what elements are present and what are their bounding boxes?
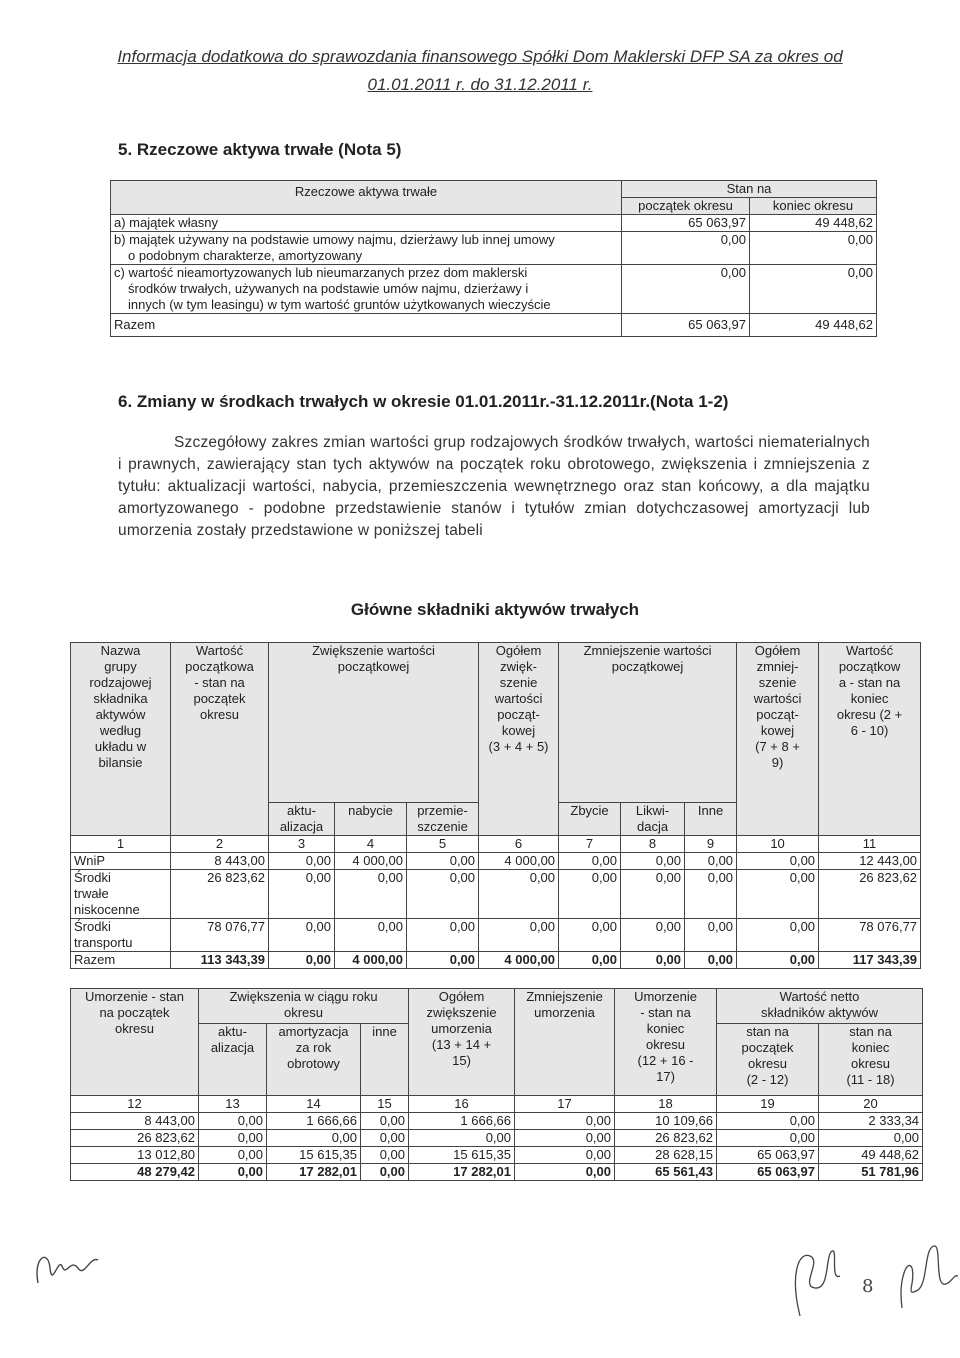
header-line: - stan na <box>194 675 245 690</box>
header-line: (12 + 16 - <box>637 1053 694 1068</box>
table-cell: 65 063,97 <box>717 1164 819 1181</box>
header-umorzenie-poczatek <box>71 989 199 1096</box>
header-line: początek <box>741 1040 794 1055</box>
table-cell: 0,00 <box>269 853 335 870</box>
value-end: 49 448,62 <box>750 215 877 232</box>
header-line: za rok <box>295 1040 332 1055</box>
table-cell: 0,00 <box>269 870 335 919</box>
column-number: 3 <box>269 836 335 853</box>
header-zmniejszenie <box>559 643 737 803</box>
table-cell: 17 282,01 <box>267 1164 361 1181</box>
header-line: umorzenia <box>534 1005 595 1020</box>
header-line: Umorzenie - stan <box>85 989 184 1004</box>
table-cell: 0,00 <box>685 952 737 969</box>
table-cell: 0,00 <box>559 870 621 919</box>
table-cell: 13 012,80 <box>71 1147 199 1164</box>
header-line: Umorzenie <box>634 989 697 1004</box>
header-line: koniec <box>850 691 889 706</box>
fixed-assets-col-header: Rzeczowe aktywa trwałe <box>111 181 622 215</box>
header-line: Wartość netto <box>779 989 860 1004</box>
table-cell: 0,00 <box>269 919 335 952</box>
table-cell: 1 666,66 <box>267 1113 361 1130</box>
table-cell: 0,00 <box>407 952 479 969</box>
table-cell: 4 000,00 <box>335 952 407 969</box>
header-line: okresu <box>851 1056 891 1071</box>
column-numbers-row <box>71 1096 923 1113</box>
row-label-cont: o podobnym charakterze, amortyzowany <box>128 248 363 263</box>
header-line: Ogółem <box>495 643 542 658</box>
column-number: 9 <box>685 836 737 853</box>
asset-group-name: Środki trwałe niskocenne <box>71 870 171 919</box>
handwritten-signature-2 <box>890 1238 960 1318</box>
table-cell: 0,00 <box>621 952 685 969</box>
column-number: 5 <box>407 836 479 853</box>
header-line: szenie <box>758 675 797 690</box>
header-line: począt- <box>756 707 799 722</box>
header-line: kowej <box>760 723 795 738</box>
table-cell: 0,00 <box>407 853 479 870</box>
header-line: początkowej <box>611 659 684 674</box>
table-cell: 12 443,00 <box>819 853 921 870</box>
header-umorzenie-koniec <box>615 989 717 1096</box>
header-line: koniec <box>851 1040 890 1055</box>
header-line: Zmniejszenie <box>526 989 603 1004</box>
table-cell: 8 443,00 <box>171 853 269 870</box>
header-zmniejszenie-umorzenia <box>515 989 615 1096</box>
header-wartosc-koncowa <box>819 643 921 836</box>
column-number: 8 <box>621 836 685 853</box>
table-cell: 0,00 <box>479 870 559 919</box>
table-cell: 65 063,97 <box>717 1147 819 1164</box>
table-row <box>71 1147 923 1164</box>
header-line: stan na <box>849 1024 892 1039</box>
header-inne: Inne <box>685 803 737 836</box>
header-ogolem-zwiekszenie <box>479 643 559 836</box>
table-cell: 0,00 <box>407 919 479 952</box>
table-cell: 26 823,62 <box>819 870 921 919</box>
header-nazwa <box>71 643 171 836</box>
table-cell: 0,00 <box>409 1130 515 1147</box>
header-line: grupy <box>104 659 137 674</box>
table-cell: 28 628,15 <box>615 1147 717 1164</box>
table-row <box>71 919 921 952</box>
row-label-cont: innych (w tym leasingu) w tym wartość gruntów użytkowanych wieczyście <box>128 297 551 312</box>
header-netto-poczatek <box>717 1024 819 1096</box>
header-line: 9) <box>771 755 784 770</box>
table-cell: 26 823,62 <box>615 1130 717 1147</box>
table-cell: 0,00 <box>199 1113 267 1130</box>
stan-na-header: Stan na <box>622 181 877 198</box>
column-number: 17 <box>515 1096 615 1113</box>
header-zwiekszenia <box>199 989 409 1024</box>
row-label: c) wartość nieamortyzowanych lub nieumarzanych przez dom maklerski <box>114 265 528 280</box>
table-cell: 0,00 <box>559 853 621 870</box>
table-cell: 0,00 <box>361 1113 409 1130</box>
table-cell: 4 000,00 <box>335 853 407 870</box>
value-end: 49 448,62 <box>750 314 877 337</box>
poczatek-okresu-header: początek okresu <box>622 198 750 215</box>
table-cell: 0,00 <box>361 1147 409 1164</box>
table-cell: 65 561,43 <box>615 1164 717 1181</box>
column-number: 4 <box>335 836 407 853</box>
column-number: 1 <box>71 836 171 853</box>
table-cell: 0,00 <box>199 1130 267 1147</box>
header-zbycie: Zbycie <box>559 803 621 836</box>
table-row <box>111 232 877 265</box>
header-line: początkow <box>838 659 901 674</box>
table-row <box>71 1130 923 1147</box>
column-numbers-row <box>71 836 921 853</box>
header-line: przemie- <box>417 803 468 818</box>
asset-group-name: Środki transportu <box>71 919 171 952</box>
row-label: Razem <box>111 314 622 337</box>
header-line: Zwiększenia w ciągu roku <box>229 989 378 1004</box>
column-number: 18 <box>615 1096 717 1113</box>
header-line: zwięk- <box>500 659 537 674</box>
header-netto-koniec <box>819 1024 923 1096</box>
table-cell: 117 343,39 <box>819 952 921 969</box>
header-line: (7 + 8 + <box>755 739 800 754</box>
depreciation-table <box>70 988 923 1181</box>
table-cell: 0,00 <box>717 1130 819 1147</box>
table-cell: 113 343,39 <box>171 952 269 969</box>
table-cell: 4 000,00 <box>479 952 559 969</box>
header-line: Zwiększenie wartości <box>312 643 435 658</box>
table-cell: 4 000,00 <box>479 853 559 870</box>
table-cell: 48 279,42 <box>71 1164 199 1181</box>
row-label: a) majątek własny <box>111 215 622 232</box>
value-start: 0,00 <box>622 265 750 314</box>
table-cell: 51 781,96 <box>819 1164 923 1181</box>
header-line: kowej <box>501 723 536 738</box>
document-header-line1: Informacja dodatkowa do sprawozdania finansowego Spółki Dom Maklerski DFP SA za okres od <box>117 47 843 66</box>
header-wartosc-netto <box>717 989 923 1024</box>
table-cell: 15 615,35 <box>267 1147 361 1164</box>
value-start: 0,00 <box>622 232 750 265</box>
table-cell: 0,00 <box>269 952 335 969</box>
table-cell: 26 823,62 <box>71 1130 199 1147</box>
header-line: począt- <box>497 707 540 722</box>
table-cell: 10 109,66 <box>615 1113 717 1130</box>
header-line: okresu <box>114 1021 155 1036</box>
row-label-cont: środków trwałych, używanych na podstawie umów najmu, dzierżawy i <box>128 281 529 296</box>
table-cell: 0,00 <box>361 1130 409 1147</box>
header-line: obrotowy <box>287 1056 340 1071</box>
handwritten-signature-1 <box>770 1236 850 1326</box>
row-label: b) majątek używany na podstawie umowy najmu, dzierżawy lub innej umowy <box>114 232 555 247</box>
header-line: stan na <box>746 1024 789 1039</box>
header-line: początek <box>193 691 246 706</box>
header-line: koniec <box>646 1021 685 1036</box>
table-cell: 0,00 <box>515 1147 615 1164</box>
header-line: aktu- <box>218 1024 247 1039</box>
header-line: zmniej- <box>756 659 799 674</box>
table-row <box>111 265 877 314</box>
table-cell: 0,00 <box>737 853 819 870</box>
header-ogolem-zwiekszenie-umorzenia <box>409 989 515 1096</box>
header-wartosc-poczatkowa <box>171 643 269 836</box>
header-aktualizacja <box>199 1024 267 1096</box>
asset-group-name: WniP <box>71 853 171 870</box>
header-inne: inne <box>361 1024 409 1096</box>
header-line: (11 - 18) <box>846 1072 895 1087</box>
column-number: 13 <box>199 1096 267 1113</box>
table-cell: 17 282,01 <box>409 1164 515 1181</box>
table-cell: 0,00 <box>335 919 407 952</box>
header-line: składników aktywów <box>761 1005 879 1020</box>
header-line: Ogółem <box>438 989 485 1004</box>
table-cell: 0,00 <box>199 1147 267 1164</box>
header-line: okresu <box>646 1037 686 1052</box>
header-line: okresu <box>748 1056 788 1071</box>
header-likwidacja <box>621 803 685 836</box>
column-number: 6 <box>479 836 559 853</box>
header-line: (2 - 12) <box>746 1072 789 1087</box>
header-line: a - stan na <box>838 675 901 690</box>
header-line: (3 + 4 + 5) <box>488 739 549 754</box>
header-line: szczenie <box>417 819 468 834</box>
header-line: dacja <box>636 819 669 834</box>
table-row-total <box>71 952 921 969</box>
header-line: okresu <box>199 707 240 722</box>
column-number: 20 <box>819 1096 923 1113</box>
column-number: 7 <box>559 836 621 853</box>
header-line: 15) <box>452 1053 471 1068</box>
initials-signature <box>28 1238 118 1298</box>
value-start: 65 063,97 <box>622 314 750 337</box>
header-line: Ogółem <box>754 643 801 658</box>
header-ogolem-zmniejszenie <box>737 643 819 836</box>
table-cell: 1 666,66 <box>409 1113 515 1130</box>
fixed-assets-table <box>110 180 877 337</box>
table-row <box>71 1113 923 1130</box>
table-title: Główne składniki aktywów trwałych <box>350 600 640 619</box>
header-line: według <box>99 723 142 738</box>
header-line: amortyzacja <box>278 1024 349 1039</box>
header-line: układu w <box>94 739 147 754</box>
table-cell: 0,00 <box>737 919 819 952</box>
header-line: składnika <box>93 691 148 706</box>
header-line: rodzajowej <box>89 675 152 690</box>
column-number: 19 <box>717 1096 819 1113</box>
table-row <box>111 215 877 232</box>
table-cell: 0,00 <box>621 853 685 870</box>
table-cell: 0,00 <box>737 952 819 969</box>
table-cell: 0,00 <box>559 919 621 952</box>
header-line: Likwi- <box>635 803 670 818</box>
table-cell: 26 823,62 <box>171 870 269 919</box>
header-line: (13 + 14 + <box>431 1037 492 1052</box>
header-line: - stan na <box>640 1005 691 1020</box>
table-cell: 0,00 <box>737 870 819 919</box>
header-nabycie: nabycie <box>335 803 407 836</box>
header-line: początkowej <box>337 659 410 674</box>
column-number: 16 <box>409 1096 515 1113</box>
header-line: 17) <box>656 1069 675 1084</box>
table-cell: 0,00 <box>515 1164 615 1181</box>
header-line: Nazwa <box>100 643 141 658</box>
table-row-total <box>111 314 877 337</box>
koniec-okresu-header: koniec okresu <box>750 198 877 215</box>
header-zwiekszenie <box>269 643 479 803</box>
table-cell: 0,00 <box>515 1130 615 1147</box>
table-cell: 0,00 <box>621 919 685 952</box>
header-line: początkowa <box>185 659 254 674</box>
table-cell: 78 076,77 <box>171 919 269 952</box>
header-line: bilansie <box>98 755 143 770</box>
page-number: 8 <box>862 1276 874 1297</box>
table-cell: 0,00 <box>515 1113 615 1130</box>
section5-title: 5. Rzeczowe aktywa trwałe (Nota 5) <box>118 140 402 159</box>
header-line: na początek <box>99 1005 170 1020</box>
column-number: 12 <box>71 1096 199 1113</box>
header-amortyzacja <box>267 1024 361 1096</box>
table-cell: 0,00 <box>685 919 737 952</box>
table-cell: 0,00 <box>199 1164 267 1181</box>
column-number: 10 <box>737 836 819 853</box>
asset-group-name: Razem <box>71 952 171 969</box>
header-line: okresu (2 + <box>836 707 903 722</box>
header-line: Wartość <box>195 643 244 658</box>
table-cell: 8 443,00 <box>71 1113 199 1130</box>
main-assets-table <box>70 642 921 969</box>
table-cell: 0,00 <box>621 870 685 919</box>
document-header-line2: 01.01.2011 r. do 31.12.2011 r. <box>367 75 593 94</box>
table-cell: 0,00 <box>361 1164 409 1181</box>
table-row-total <box>71 1164 923 1181</box>
section6-paragraph: Szczegółowy zakres zmian wartości grup rodzajowych środków trwałych, wartości niematerialnych i prawnych, zawierający stan tych aktywów na początek roku obrotowego, zwiększenia i zmniejszenia z tytułu: aktualizacji wartości, nabycia, przemieszczenia wewnętrznego oraz stan końcowy, a dla majątku amortyzowanego - podobne przedstawienie stanów i tytułów zmian dotychczasowej amortyzacji lub umorzenia zostały przedstawione w poniższej tabeli <box>118 434 870 539</box>
column-number: 2 <box>171 836 269 853</box>
table-cell: 0,00 <box>407 870 479 919</box>
header-aktualizacja <box>269 803 335 836</box>
header-line: Zmniejszenie wartości <box>583 643 712 658</box>
header-line: Wartość <box>845 643 894 658</box>
header-line: okresu <box>283 1005 324 1020</box>
table-cell: 0,00 <box>685 870 737 919</box>
header-line: wartości <box>494 691 543 706</box>
table-cell: 0,00 <box>717 1113 819 1130</box>
table-cell: 0,00 <box>267 1130 361 1147</box>
table-cell: 0,00 <box>479 919 559 952</box>
table-cell: 2 333,34 <box>819 1113 923 1130</box>
table-cell: 0,00 <box>685 853 737 870</box>
header-line: aktywów <box>95 707 146 722</box>
table-cell: 78 076,77 <box>819 919 921 952</box>
value-end: 0,00 <box>750 265 877 314</box>
table-cell: 15 615,35 <box>409 1147 515 1164</box>
header-line: alizacja <box>279 819 324 834</box>
table-row <box>71 870 921 919</box>
value-end: 0,00 <box>750 232 877 265</box>
table-cell: 0,00 <box>335 870 407 919</box>
header-line: aktu- <box>287 803 316 818</box>
table-cell: 49 448,62 <box>819 1147 923 1164</box>
value-start: 65 063,97 <box>622 215 750 232</box>
header-przemieszczenie <box>407 803 479 836</box>
table-row <box>71 853 921 870</box>
section6-title: 6. Zmiany w środkach trwałych w okresie 01.01.2011r.-31.12.2011r.(Nota 1-2) <box>118 392 729 411</box>
header-line: alizacja <box>210 1040 255 1055</box>
table-cell: 0,00 <box>559 952 621 969</box>
column-number: 11 <box>819 836 921 853</box>
header-line: szenie <box>499 675 538 690</box>
header-line: wartości <box>753 691 802 706</box>
header-line: zwiększenie <box>426 1005 497 1020</box>
column-number: 14 <box>267 1096 361 1113</box>
column-number: 15 <box>361 1096 409 1113</box>
header-line: umorzenia <box>431 1021 492 1036</box>
table-cell: 0,00 <box>819 1130 923 1147</box>
header-line: 6 - 10) <box>850 723 889 738</box>
